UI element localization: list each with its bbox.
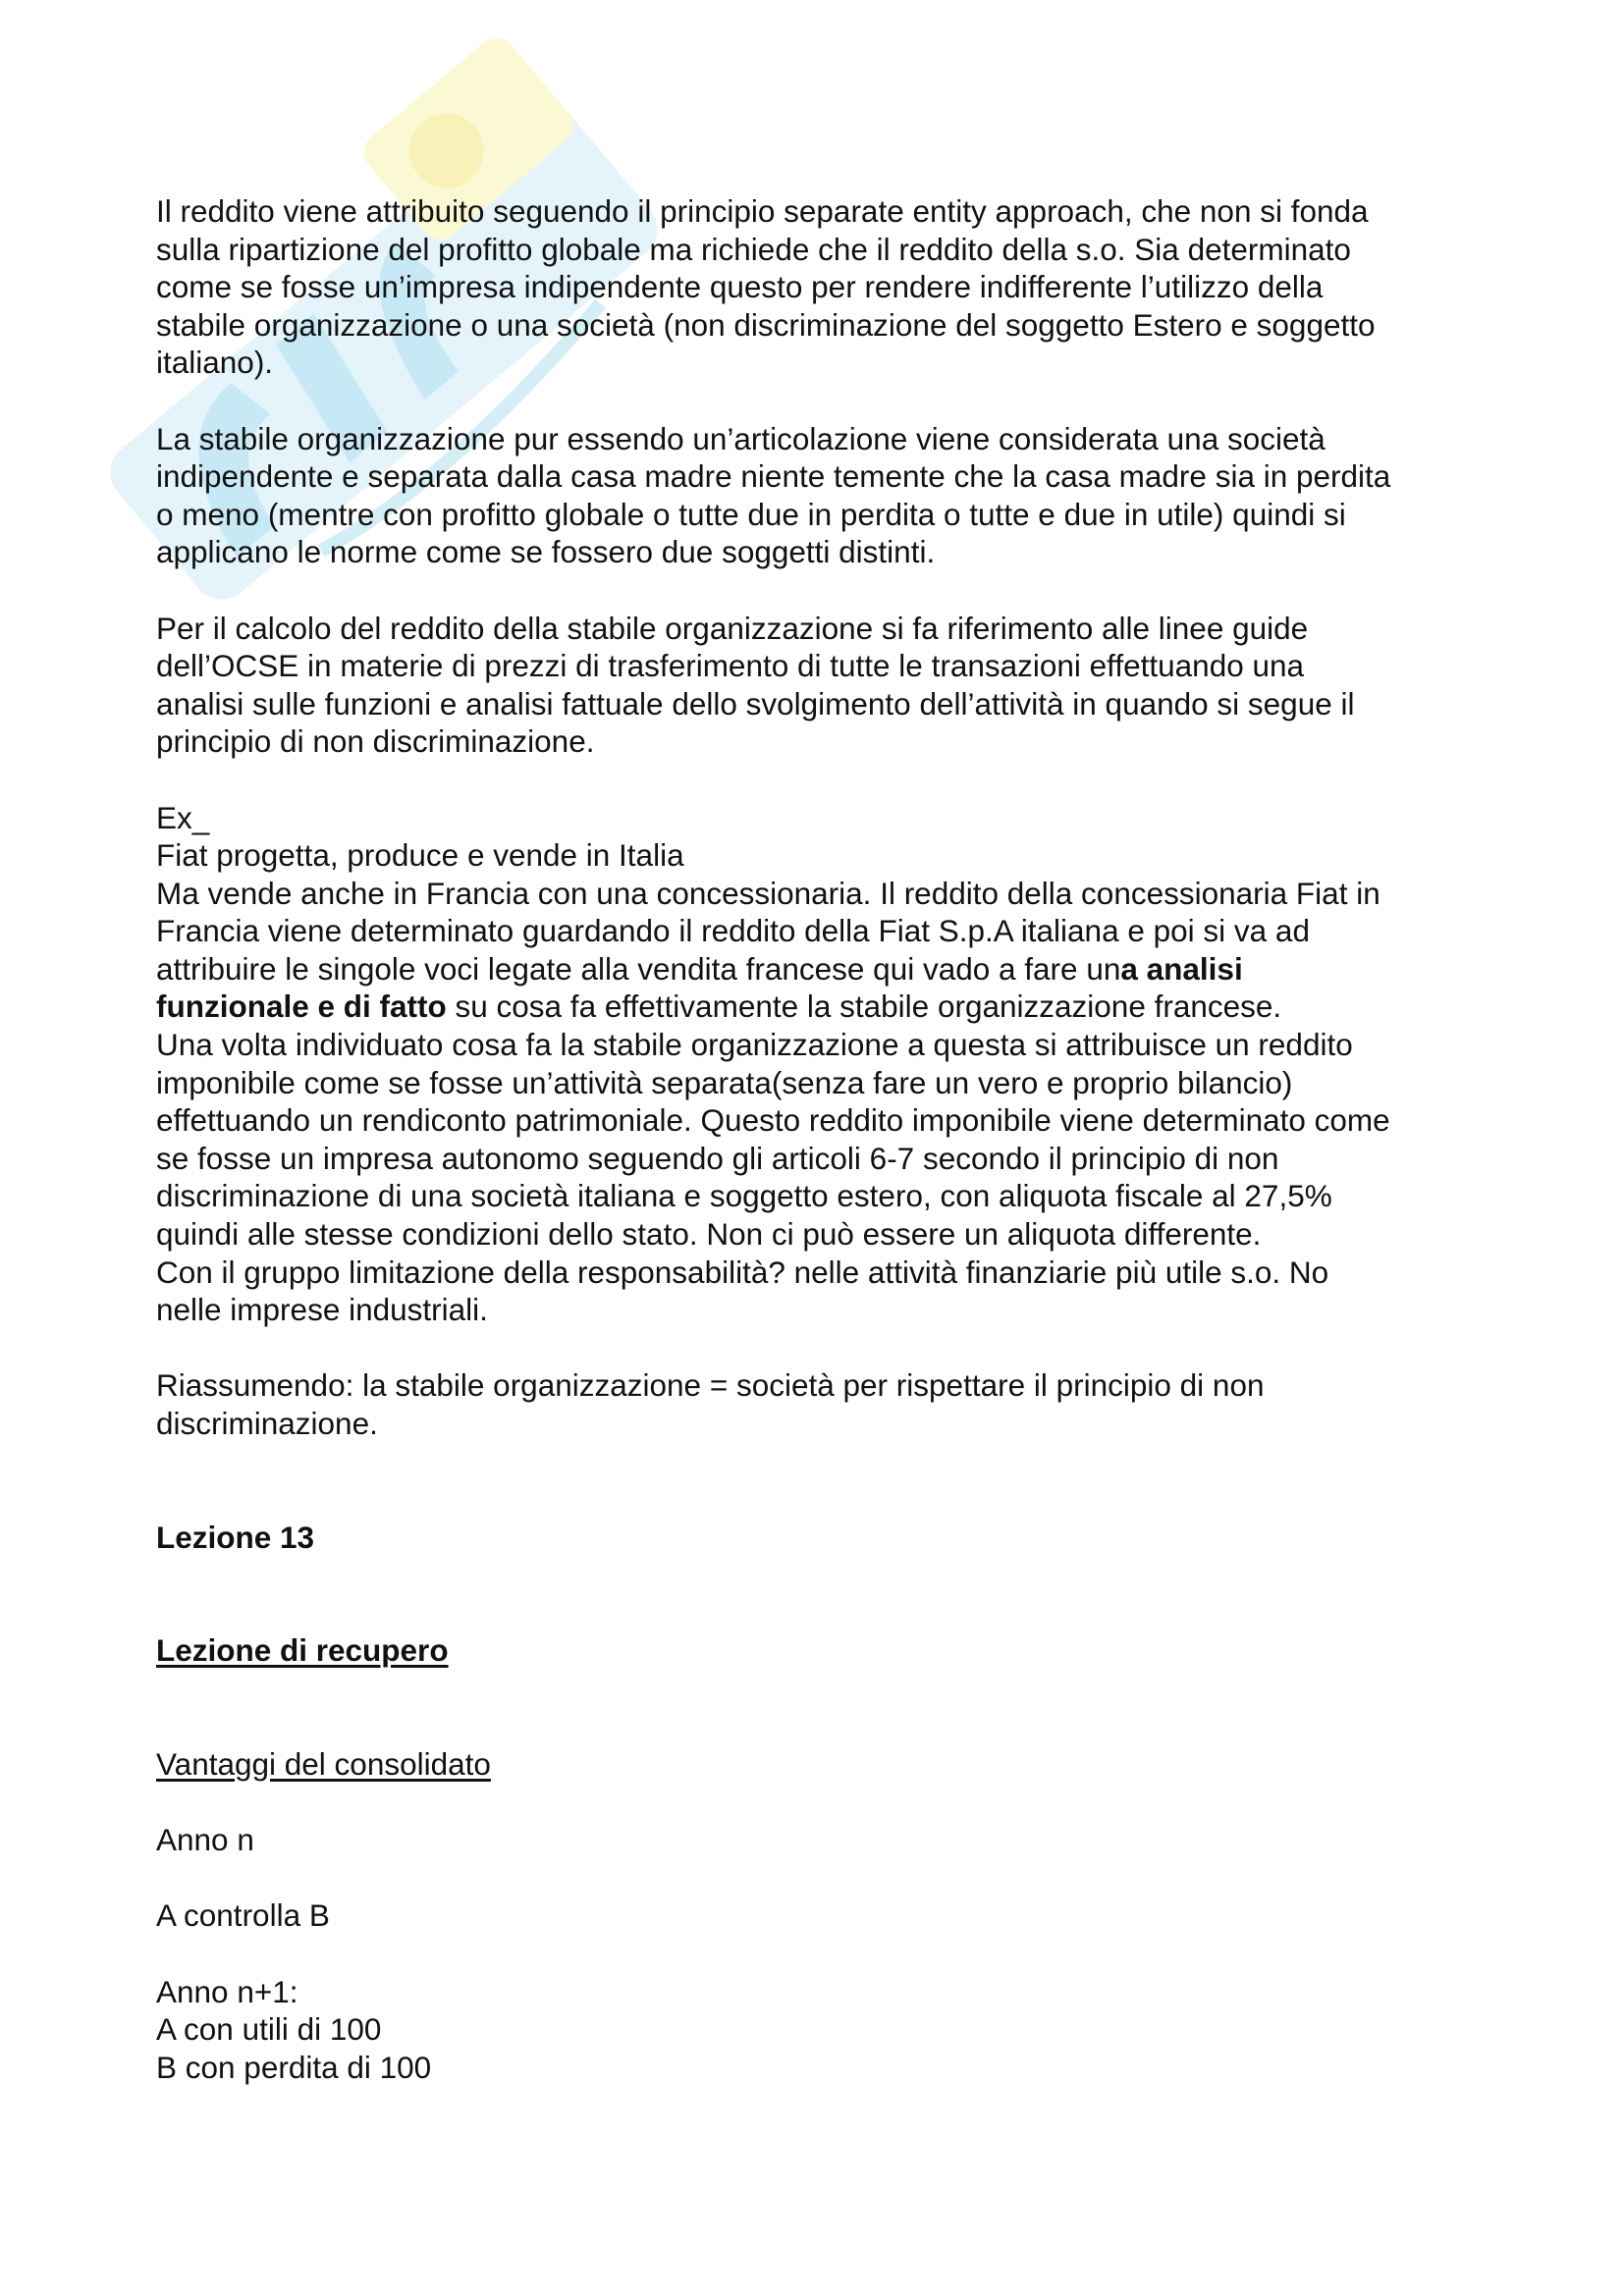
bold-text: funzionale e di fatto [156, 988, 447, 1025]
paragraph-esempio-fiat: Ex_ Fiat progetta, produce e vende in Italia Ma vende anche in Francia con una concessionaria. Il reddito della concessionaria Fiat in Francia viene determinato guardando il reddito della Fiat S.p.A italiana e poi si va ad attribuire le singole voci legate alla vendita francese qui vado a fare una analisi funzionale e di fatto su cosa fa effettivamente la stabile organizzazione francese. Una volta individuato cosa fa la stabile organizzazione a questa si attribuisce un reddito imponibile come se fosse un’attività separata(senza fare un vero e proprio bilancio) effettuando un rendiconto patrimoniale. Questo reddito imponibile viene determinato come se fosse un impresa autonomo seguendo gli articoli 6-7 secondo il principio di non discriminazione di una società italiana e soggetto estero, con aliquota fiscale al 27,5% quindi alle stesse condizioni dello stato. Non ci può essere un aliquota differente. Con il gruppo limitazione della responsabilità? nelle attività finanziarie più utile s.o. No nelle imprese industriali. [156, 799, 1491, 1329]
paragraph-separate-entity: Il reddito viene attribuito seguendo il principio separate entity approach, che non si fonda sulla ripartizione del profitto globale ma richiede che il reddito della s.o. Sia determinato come se fosse un’impresa indipendente questo per rendere indifferente l’utilizzo della stabile organizzazione o una società (non discriminazione del soggetto Estero e soggetto italiano). [156, 193, 1376, 381]
heading-lezione-13: Lezione 13 [156, 1519, 315, 1555]
paragraph-riassunto: Riassumendo: la stabile organizzazione = società per rispettare il principio di non discriminazione. [156, 1367, 1265, 1441]
example-controllo: A controlla B [156, 1897, 330, 1934]
document-body [156, 192, 1491, 2124]
bold-text: a analisi [1120, 950, 1243, 987]
paragraph-stabile-organizzazione: La stabile organizzazione pur essendo un’articolazione viene considerata una società indipendente e separata dalla casa madre niente temente che la casa madre sia in perdita o meno (mentre con profitto globale o tutte due in perdita o tutte e due in utile) quindi si applicano le norme come se fossero due soggetti distinti. [156, 420, 1391, 570]
example-anno-n: Anno n [156, 1822, 254, 1858]
mixed-bold-line-1: attribuire le singole voci legate alla vendita francese qui vado a fare una analisi [156, 950, 1243, 987]
example-anno-n1-block: Anno n+1: A con utili di 100 B con perdita di 100 [156, 1973, 432, 2085]
heading-vantaggi-consolidato: Vantaggi del consolidato [156, 1745, 491, 1782]
mixed-bold-line-2: funzionale e di fatto su cosa fa effettivamente la stabile organizzazione francese. [156, 988, 1282, 1025]
paragraph-calcolo-reddito: Per il calcolo del reddito della stabile organizzazione si fa riferimento alle linee guide dell’OCSE in materie di prezzi di trasferimento di tutte le transazioni effettuando una analisi sulle funzioni e analisi fattuale dello svolgimento dell’attività in quando si segue il principio di non discriminazione. [156, 610, 1355, 760]
heading-lezione-recupero: Lezione di recupero [156, 1632, 449, 1669]
